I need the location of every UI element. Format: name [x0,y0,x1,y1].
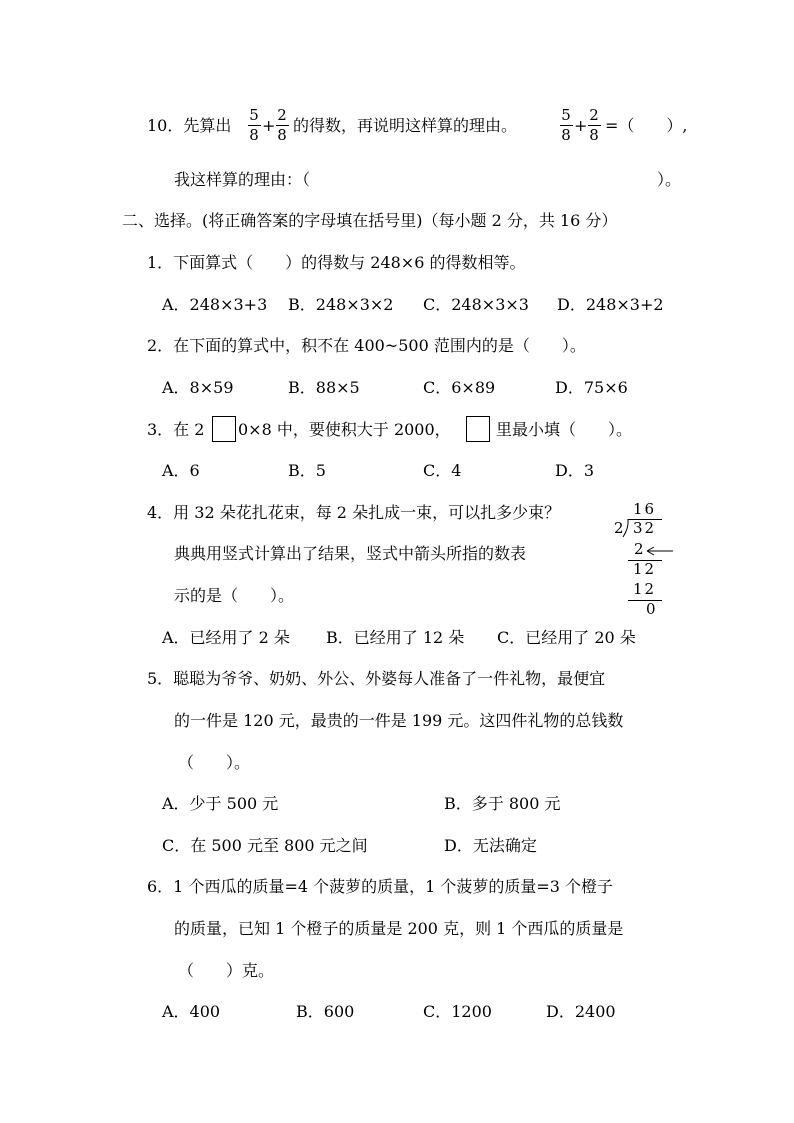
fraction-numerator: 5 [561,106,571,124]
fraction-numerator: 5 [249,106,259,124]
q3-option-c: C．4 [423,461,462,480]
q6-option-b: B．600 [296,1002,355,1021]
q10-answer-blank: =（ ）, [605,116,688,135]
q5-option-b: B．多于 800 元 [444,794,561,813]
fraction-denominator: 8 [589,126,599,144]
q4-option-a: A．已经用了 2 朵 [162,628,290,647]
q3-option-d: D．3 [555,461,595,480]
q2-option-c: C．6×89 [423,378,496,397]
q5-option-a: A．少于 500 元 [162,794,279,813]
q6-line-1: 6．1 个西瓜的质量=4 个菠萝的质量，1 个菠萝的质量=3 个橙子 [147,877,614,896]
q10-reason-end: ）。 [657,170,682,189]
division-dividend: 32 [633,519,657,537]
q4-option-b: B．已经用了 12 朵 [326,628,465,647]
q4-line-3: 示的是（ ）。 [174,586,295,605]
q3-digit-blank-box [212,416,236,442]
q3-option-b: B．5 [288,461,326,480]
fraction-2-8-a [275,108,289,143]
q2-option-b: B．88×5 [288,378,360,397]
q1-option-c: C．248×3×3 [423,295,529,314]
fraction-5-8-b [559,108,573,143]
q4-line-2: 典典用竖式计算出了结果，竖式中箭头所指的数表 [174,544,527,563]
q6-option-d: D．2400 [546,1002,616,1021]
q1-option-d: D．248×3+2 [557,295,664,314]
q3-answer-box [466,416,490,442]
q6-line-2: 的质量，已知 1 个橙子的质量是 200 克，则 1 个西瓜的质量是 [174,919,624,938]
q4-line-1: 4．用 32 朵花扎花束，每 2 朵扎成一束，可以扎多少束？ [147,503,561,522]
fraction-numerator: 2 [589,106,599,124]
q1-option-a: A．248×3+3 [162,295,268,314]
division-step-1: 2 [634,540,644,558]
q2-option-d: D．75×6 [555,378,628,397]
q3-stem-middle: 0×8 中，要使积大于 2000， [238,420,451,439]
q1-stem: 1．下面算式（ ）的得数与 248×6 的得数相等。 [147,253,526,272]
plus-sign: + [574,116,588,135]
q10-reason-label: 我这样算的理由：（ [174,170,311,189]
fraction-denominator: 8 [277,126,287,144]
fraction-denominator: 8 [249,126,259,144]
q3-stem-end: 里最小填（ ）。 [496,420,633,439]
division-quotient: 16 [633,500,657,518]
q3-option-a: A．6 [162,461,200,480]
q3-stem-start: 3．在 2 [147,420,205,439]
q4-option-c: C．已经用了 20 朵 [497,628,636,647]
q6-line-3: （ ）克。 [178,961,275,980]
division-step-3: 12 [633,580,657,598]
q2-option-a: A．8×59 [162,378,234,397]
plus-sign: + [262,116,276,135]
fraction-denominator: 8 [561,126,571,144]
arrow-left-icon [645,545,675,557]
q10-prefix: 10．先算出 [147,116,232,135]
q5-line-2: 的一件是 120 元，最贵的一件是 199 元。这四件礼物的总钱数 [174,711,624,730]
fraction-numerator: 2 [277,106,287,124]
division-bracket [622,518,632,538]
q2-stem: 2．在下面的算式中，积不在 400~500 范围内的是（ ）。 [147,336,586,355]
q10-middle-text: 的得数，再说明这样算的理由。 [293,116,518,135]
q5-line-1: 5．聪聪为爷爷、奶奶、外公、外婆每人准备了一件礼物，最便宜 [147,669,606,688]
division-remainder: 0 [646,600,656,618]
q5-line-3: （ ）。 [178,753,251,772]
division-step-2: 12 [633,560,657,578]
division-divisor: 2 [614,519,624,537]
q6-option-a: A．400 [162,1002,221,1021]
section-title: 二、选择。(将正确答案的字母填在括号里)（每小题 2 分，共 16 分） [122,211,618,230]
q1-option-b: B．248×3×2 [288,295,394,314]
division-line-3 [628,600,662,601]
fraction-2-8-b [587,108,601,143]
q5-option-d: D．无法确定 [444,836,537,855]
q6-option-c: C．1200 [423,1002,492,1021]
q5-option-c: C．在 500 元至 800 元之间 [162,836,368,855]
fraction-5-8-a [247,108,261,143]
